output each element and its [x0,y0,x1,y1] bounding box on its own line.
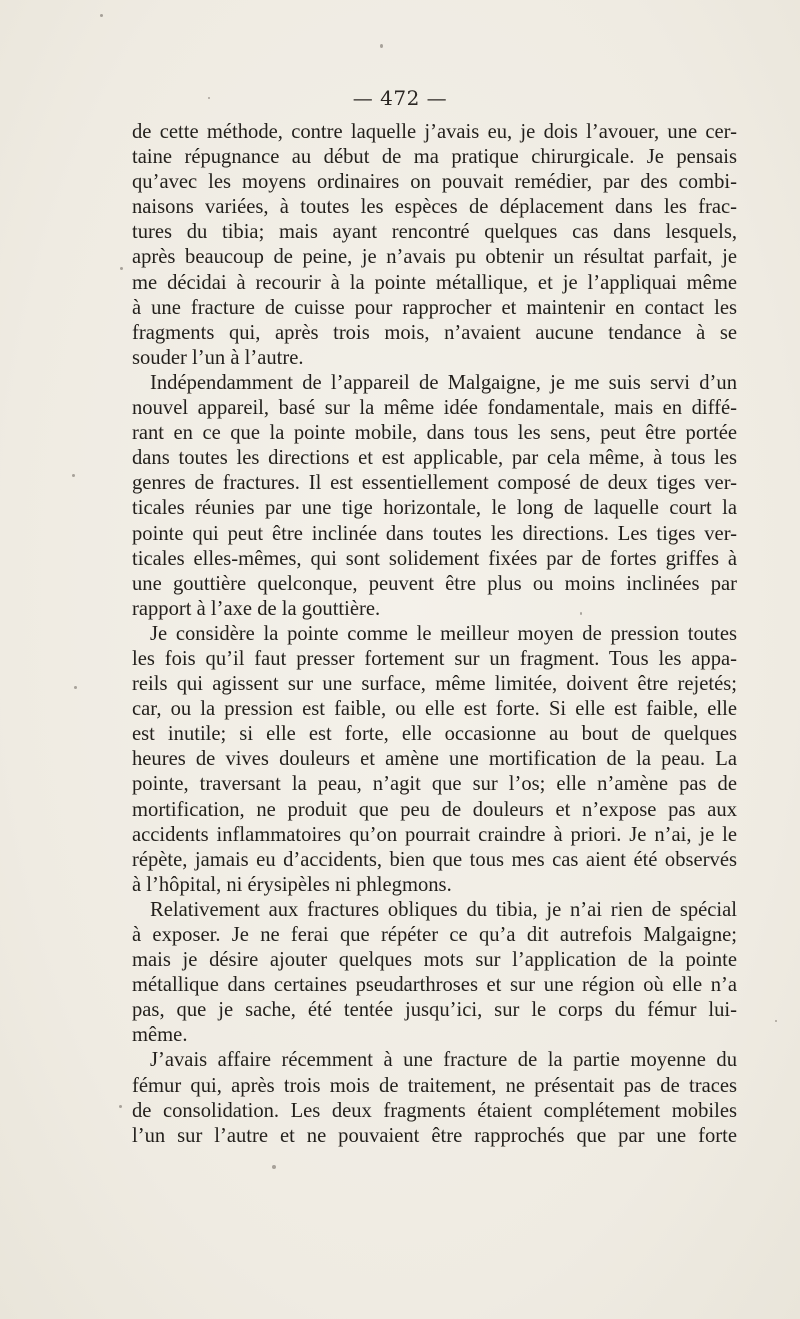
text-line: l’un sur l’autre et ne pouvaient être rapprochés que par une forte [132,1124,737,1147]
scan-speck [380,44,383,48]
text-line: me décidai à recourir à la pointe métallique, et je l’appliquai même [132,271,737,294]
text-line: dans toutes les directions et est applicable, par cela même, à tous les [132,447,737,470]
text-line: car, ou la pression est faible, ou elle est forte. Si elle est faible, elle [132,698,737,721]
text-line: mortification, ne produit que peu de douleurs et n’expose pas aux [132,798,737,821]
text-line: Indépendamment de l’appareil de Malgaigne, je me suis servi d’un [150,371,737,394]
text-line: métallique dans certaines pseudarthroses et sur une région où elle n’a [132,974,737,997]
text-line: à exposer. Je ne ferai que répéter ce qu’a dit autrefois Malgaigne; [132,924,737,946]
text-line: à une fracture de cuisse pour rapprocher et maintenir en contact les [132,296,737,319]
text-line: à l’hôpital, ni érysipèles ni phlegmons. [132,873,452,896]
page-number: — 472 — [352,86,448,110]
scan-speck [119,1105,122,1108]
text-line: est inutile; si elle est forte, elle occasionne au bout de quelques [132,723,737,746]
scan-speck [100,14,103,17]
text-line: ticales elles-mêmes, qui sont solidement fixées par de fortes griffes à [132,547,737,570]
text-line: naisons variées, à toutes les espèces de déplacement dans les frac- [132,196,737,219]
text-line: fragments qui, après trois mois, n’avaient aucune tendance à se [132,321,737,344]
text-line: pas, que je sache, été tentée jusqu’ici, sur le corps du fémur lui- [132,999,737,1022]
text-line: Relativement aux fractures obliques du tibia, je n’ai rien de spécial [150,898,737,921]
text-line: mais je désire ajouter quelques mots sur l’application de la pointe [132,949,737,972]
text-line: de consolidation. Les deux fragments étaient complétement mobiles [132,1099,737,1122]
scan-speck [72,474,75,477]
text-line: heures de vives douleurs et amène une mortification de la peau. La [132,748,737,771]
text-line: fémur qui, après trois mois de traitement, ne présentait pas de traces [132,1074,737,1097]
text-line: taine répugnance au début de ma pratique chirurgicale. Je pensais [132,146,737,169]
scan-speck [580,612,582,615]
text-line: ticales réunies par une tige horizontale, le long de laquelle court la [132,497,737,520]
text-line: pointe, traversant la peau, n’agit que sur l’os; elle n’amène pas de [132,773,737,796]
text-line: les fois qu’il faut presser fortement sur un fragment. Tous les appa- [132,647,737,670]
text-line: rant en ce que la pointe mobile, dans tous les sens, peut être portée [132,422,737,445]
scan-speck [74,686,77,689]
text-line: J’avais affaire récemment à une fracture de la partie moyenne du [150,1049,737,1072]
text-line: une gouttière quelconque, peuvent être plus ou moins inclinées par [132,572,737,595]
text-line: Je considère la pointe comme le meilleur moyen de pression toutes [150,622,737,645]
text-line: nouvel appareil, basé sur la même idée fondamentale, mais en diffé- [132,397,737,420]
body-text [132,120,737,1149]
text-line: accidents inflammatoires qu’on pourrait craindre à priori. Je n’ai, je le [132,823,737,846]
text-line: genres de fractures. Il est essentiellement composé de deux tiges ver- [132,472,737,495]
text-line: après beaucoup de peine, je n’avais pu obtenir un résultat parfait, je [132,246,737,269]
scan-speck [775,1020,777,1022]
text-line: répète, jamais eu d’accidents, bien que tous mes cas aient été observés [132,848,737,871]
text-line: tures du tibia; mais ayant rencontré quelques cas dans lesquels, [132,221,737,244]
text-line: de cette méthode, contre laquelle j’avais eu, je dois l’avouer, une cer- [132,121,737,143]
text-line: souder l’un à l’autre. [132,346,304,369]
text-line: qu’avec les moyens ordinaires on pouvait remédier, par des combi- [132,171,737,194]
text-line: pointe qui peut être inclinée dans toutes les directions. Les tiges ver- [132,522,737,545]
scan-speck [120,267,123,270]
scan-speck [208,97,210,99]
text-line: même. [132,1024,188,1047]
scan-speck [272,1165,276,1169]
text-line: rapport à l’axe de la gouttière. [132,597,381,620]
text-line: reils qui agissent sur une surface, même limitée, doivent être rejetés; [132,673,737,696]
